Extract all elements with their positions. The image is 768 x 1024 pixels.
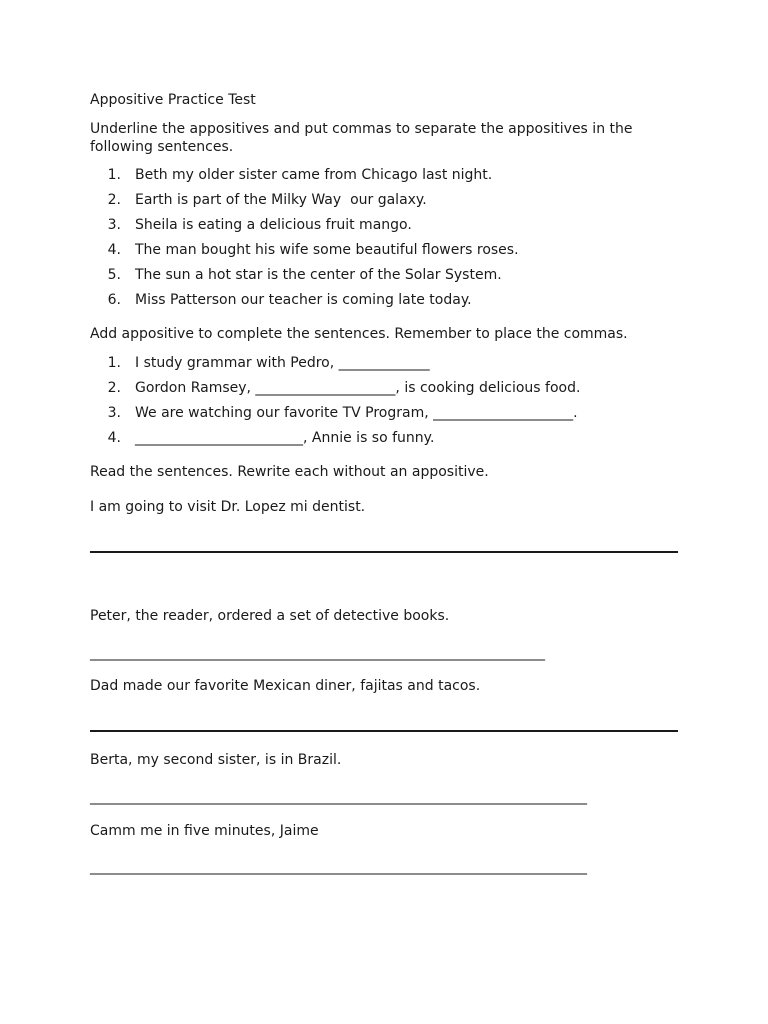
answer-blank: _________________________________________________________________ [90,645,545,661]
section1-list [90,166,519,316]
section2-list [90,354,580,454]
answer-line [90,730,678,732]
rewrite-sentence: Dad made our favorite Mexican diner, fajitas and tacos. [90,678,481,694]
rewrite-sentence: Berta, my second sister, is in Brazil. [90,752,342,768]
list-item: 2. Earth is part of the Milky Way our galaxy. [107,192,427,208]
list-item: 1. I study grammar with Pedro, _____________ [107,355,430,371]
answer-blank: _______________________________________________________________________ [90,859,587,875]
section3-instruction: Read the sentences. Rewrite each without an appositive. [90,464,489,480]
answer-line [90,551,678,553]
list-item: 6. Miss Patterson our teacher is coming late today. [107,292,472,308]
list-item: 5. The sun a hot star is the center of the Solar System. [107,267,502,283]
list-item: 3. Sheila is eating a delicious fruit mango. [107,217,412,233]
page-title: Appositive Practice Test [90,92,256,108]
list-item: 4. The man bought his wife some beautiful flowers roses. [107,242,519,258]
rewrite-sentence: I am going to visit Dr. Lopez mi dentist. [90,499,366,515]
rewrite-sentence: Camm me in five minutes, Jaime [90,823,319,839]
section2-instruction: Add appositive to complete the sentences. Remember to place the commas. [90,326,628,342]
rewrite-sentence: Peter, the reader, ordered a set of detective books. [90,608,450,624]
list-item: 3. We are watching our favorite TV Program, ____________________. [107,405,578,421]
section1-instruction: Underline the appositives and put commas to separate the appositives in the following sentences. [90,121,633,155]
list-item: 1. Beth my older sister came from Chicago last night. [107,167,493,183]
answer-blank: _______________________________________________________________________ [90,789,587,805]
list-item: 2. Gordon Ramsey, ____________________, is cooking delicious food. [107,380,581,396]
list-item: 4. ________________________, Annie is so funny. [107,430,435,446]
